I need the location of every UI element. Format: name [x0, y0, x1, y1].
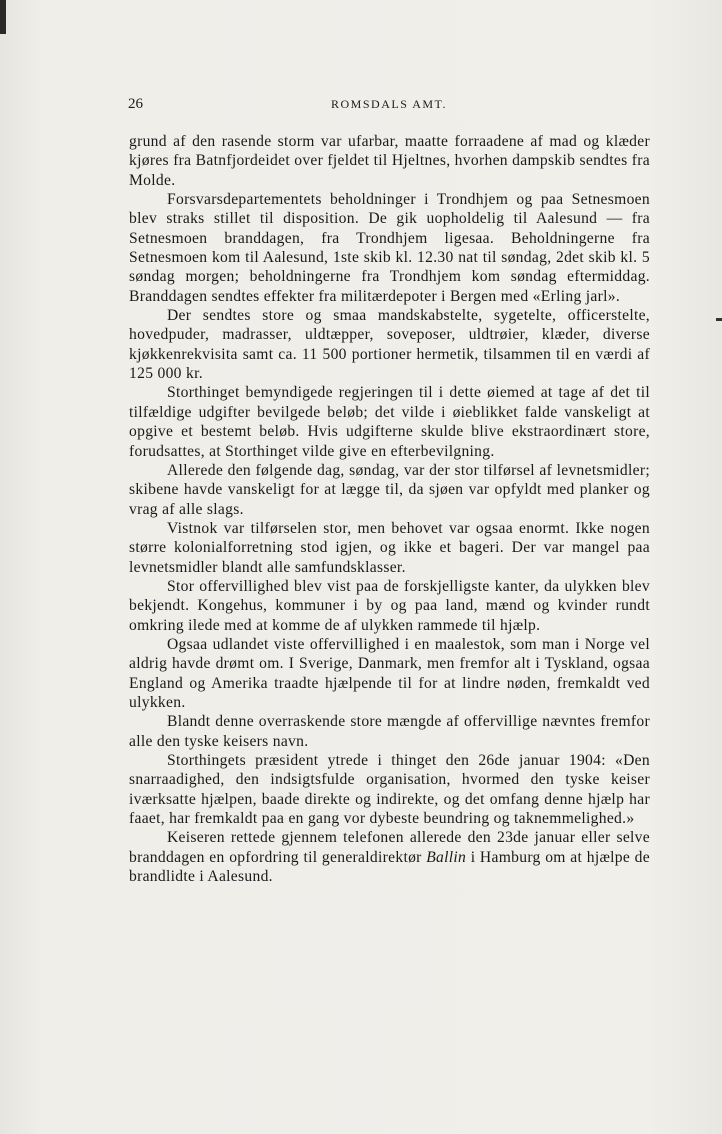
running-title: ROMSDALS AMT. — [331, 97, 447, 111]
paragraph-6: Vistnok var tilførselen stor, men behovet var ogsaa enormt. Ikke nogen større kolonialforretning stod igjen, og ikke et bageri. Der var mangel paa levnetsmidler blandt alle samfundsklasser. — [129, 519, 650, 576]
paragraph-5: Allerede den følgende dag, søndag, var der stor tilførsel af levnetsmidler; skibene havde vanskeligt for at lægge til, da sjøen var opfyldt med planker og vrag af alle slags. — [129, 461, 650, 518]
paragraph-8: Ogsaa udlandet viste offervillighed i en maalestok, som man i Norge vel aldrig havde drømt om. I Sverige, Danmark, men fremfor alt i Tyskland, ogsaa England og Amerika traadte hjælpende til for at lindre nøden, fremkaldt ved ulykken. — [129, 635, 650, 711]
body-text — [129, 132, 650, 886]
scan-edge-mark-right — [716, 318, 722, 321]
person-name: Ballin — [426, 848, 467, 866]
running-head — [128, 96, 650, 116]
paragraph-9: Blandt denne overraskende store mængde af offervillige nævntes fremfor alle den tyske keisers navn. — [129, 713, 650, 750]
paragraph-1: grund af den rasende storm var ufarbar, maatte forraadene af mad og klæder kjøres fra Batnfjordeidet over fjeldet til Hjeltnes, hvorhen dampskib sendtes fra Molde. — [129, 133, 650, 189]
paragraph-2: Forsvarsdepartementets beholdninger i Trondhjem og paa Setnesmoen blev straks stillet til disposition. De gik uopholdelig til Aalesund — fra Setnesmoen branddagen, fra Trondhjem ligesaa. Beholdningerne fra Setnesmoen kom til Aalesund, 1ste skib kl. 12.30 nat til søndag, 2det skib kl. 5 søndag morgen; beholdningerne fra Trondhjem kom søndag eftermiddag. Branddagen sendtes effekter fra militærdepoter i Bergen med «Erling jarl». — [129, 191, 650, 305]
page-number: 26 — [128, 96, 143, 112]
paragraph-11 — [129, 828, 650, 886]
scan-edge-mark — [0, 0, 6, 34]
paragraph-3: Der sendtes store og smaa mandskabstelte, sygetelte, officerstelte, hovedpuder, madrasser, uldtæpper, soveposer, uldtrøier, klæder, diverse kjøkkenrekvisita samt ca. 11 500 portioner hermetik, tilsammen til en værdi af 125 000 kr. — [129, 307, 650, 383]
paragraph-11-start: Keiseren rettede gjennem telefonen allerede den 23de januar eller selve branddagen en opfordring til generaldirektør — [129, 829, 650, 866]
paragraph-11-end: i Hamburg om at hjælpe de brandlidte i Aalesund. — [129, 848, 650, 886]
paragraph-7: Stor offervillighed blev vist paa de forskjelligste kanter, da ulykken blev bekjendt. Kongehus, kommuner i by og paa land, mænd og kvinder rundt omkring ilede med at komme de af ulykken rammede til hjælp. — [129, 577, 650, 634]
paragraph-4: Storthinget bemyndigede regjeringen til i dette øiemed at tage af det til tilfældige udgifter bevilgede beløb; det vilde i øieblikket falde vanskeligt at opgive et bestemt beløb. Hvis udgifterne skulde blive ekstraordinært store, forudsattes, at Storthinget vilde give en efterbevilgning. — [129, 384, 650, 460]
paragraph-10: Storthingets præsident ytrede i thinget den 26de januar 1904: «Den snarraadighed, den indsigtsfulde organisation, hvormed den tyske keiser iværksatte hjælpen, baade direkte og indirekte, og det omfang denne hjælp har faaet, har fremkaldt paa en gang vor dybeste beundring og taknemmelighed.» — [129, 752, 650, 828]
